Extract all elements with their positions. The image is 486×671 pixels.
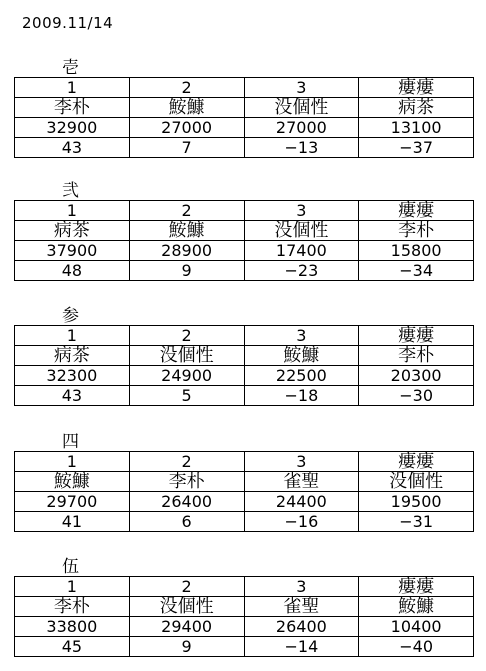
rank-cell: 1 [15,452,130,472]
rank-cell: 1 [15,577,130,597]
rank-cell: 2 [129,326,244,346]
score-table [14,451,474,532]
player-name: 没個性 [129,346,244,366]
rank-cell: 瘻瘻 [359,452,474,472]
player-name: 李朴 [15,98,130,118]
points-cell: 37900 [15,241,130,261]
player-name: 病茶 [15,346,130,366]
score-cell: −14 [244,637,359,657]
rank-cell: 1 [15,78,130,98]
date-label: 2009.11/14 [22,14,114,32]
rank-row [15,326,474,346]
player-name: 鮟鱇 [359,597,474,617]
rank-cell: 3 [244,78,359,98]
score-table [14,576,474,657]
rank-cell: 瘻瘻 [359,577,474,597]
rank-cell: 1 [15,326,130,346]
player-name: 病茶 [15,221,130,241]
score-cell: 9 [129,261,244,281]
name-row [15,98,474,118]
score-table [14,325,474,406]
points-cell: 27000 [244,118,359,138]
rank-cell: 3 [244,452,359,472]
player-name: 雀聖 [244,472,359,492]
score-table [14,77,474,158]
points-cell: 32300 [15,366,130,386]
points-row [15,241,474,261]
rank-row [15,78,474,98]
points-cell: 33800 [15,617,130,637]
player-name: 没個性 [359,472,474,492]
points-cell: 17400 [244,241,359,261]
player-name: 雀聖 [244,597,359,617]
points-cell: 28900 [129,241,244,261]
round-title: 四 [62,432,79,452]
rank-cell: 2 [129,78,244,98]
rank-row [15,577,474,597]
player-name: 没個性 [244,98,359,118]
score-cell: 6 [129,512,244,532]
points-cell: 24400 [244,492,359,512]
score-cell: 45 [15,637,130,657]
score-row [15,512,474,532]
player-name: 鮟鱇 [129,221,244,241]
score-cell: −30 [359,386,474,406]
player-name: 李朴 [129,472,244,492]
rank-row [15,452,474,472]
player-name: 鮟鱇 [15,472,130,492]
score-cell: 9 [129,637,244,657]
rank-cell: 瘻瘻 [359,78,474,98]
rank-row [15,201,474,221]
rank-cell: 瘻瘻 [359,326,474,346]
points-cell: 19500 [359,492,474,512]
score-table [14,200,474,281]
points-cell: 24900 [129,366,244,386]
score-cell: 48 [15,261,130,281]
player-name: 没個性 [244,221,359,241]
points-row [15,366,474,386]
points-cell: 29700 [15,492,130,512]
points-cell: 29400 [129,617,244,637]
points-cell: 32900 [15,118,130,138]
points-cell: 27000 [129,118,244,138]
player-name: 李朴 [359,221,474,241]
points-cell: 13100 [359,118,474,138]
score-cell: 43 [15,386,130,406]
points-cell: 15800 [359,241,474,261]
score-cell: −40 [359,637,474,657]
score-cell: 5 [129,386,244,406]
score-cell: −13 [244,138,359,158]
name-row [15,346,474,366]
score-cell: 41 [15,512,130,532]
name-row [15,472,474,492]
rank-cell: 3 [244,201,359,221]
points-cell: 26400 [129,492,244,512]
player-name: 没個性 [129,597,244,617]
points-cell: 10400 [359,617,474,637]
score-cell: −34 [359,261,474,281]
score-cell: −23 [244,261,359,281]
points-cell: 22500 [244,366,359,386]
round-title: 弐 [62,181,79,201]
score-cell: 7 [129,138,244,158]
rank-cell: 2 [129,577,244,597]
score-row [15,261,474,281]
score-cell: −31 [359,512,474,532]
rank-cell: 瘻瘻 [359,201,474,221]
points-row [15,617,474,637]
round-title: 参 [62,306,79,326]
player-name: 李朴 [359,346,474,366]
points-cell: 20300 [359,366,474,386]
name-row [15,221,474,241]
score-row [15,637,474,657]
score-row [15,138,474,158]
name-row [15,597,474,617]
score-cell: −18 [244,386,359,406]
player-name: 鮟鱇 [244,346,359,366]
score-cell: 43 [15,138,130,158]
score-cell: −16 [244,512,359,532]
rank-cell: 3 [244,326,359,346]
rank-cell: 1 [15,201,130,221]
player-name: 病茶 [359,98,474,118]
points-row [15,118,474,138]
rank-cell: 2 [129,201,244,221]
rank-cell: 2 [129,452,244,472]
round-title: 伍 [62,557,79,577]
score-cell: −37 [359,138,474,158]
rank-cell: 3 [244,577,359,597]
points-cell: 26400 [244,617,359,637]
player-name: 李朴 [15,597,130,617]
player-name: 鮟鱇 [129,98,244,118]
points-row [15,492,474,512]
round-title: 壱 [62,58,79,78]
score-row [15,386,474,406]
